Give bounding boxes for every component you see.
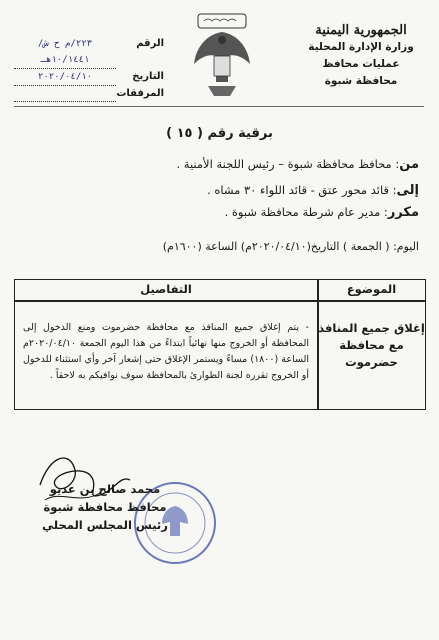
signatory-role: رئيس المجلس المحلي xyxy=(42,518,168,532)
reference-date-row xyxy=(14,69,164,86)
eagle-emblem-icon xyxy=(190,12,254,102)
from-text: : محافظ محافظة شبوة – رئيس اللجنة الأمنية . xyxy=(176,157,400,171)
cc-text: : مدير عام شرطة محافظة شبوة . xyxy=(224,205,388,219)
from-line xyxy=(14,155,419,174)
subject-column-header: الموضوع xyxy=(346,282,397,296)
to-label: إلى xyxy=(396,183,419,198)
details-table xyxy=(14,279,426,410)
reference-number-label: الرقم xyxy=(136,38,164,49)
letterhead xyxy=(301,22,421,90)
letterhead-ministry: وزارة الإدارة المحلية xyxy=(308,41,414,53)
reference-number-row xyxy=(14,36,164,69)
date-line: اليوم: ( الجمعة ) التاريخ(٢٠٢٠/٠٤/١٠م) الساعة (١٦٠٠م) xyxy=(162,240,419,253)
details-cell: - يتم إغلاق جميع المنافذ مع محافظة حضرموت ومنع الدخول إلى المحافظة أو الخروج منها نهائياً ابتداءً من هذا اليوم الجمعة ٢٠٢٠/٠٤/١٠م الساعة (١٨٠٠) مساءً ويستمر الإغلاق حتى إشعار آخر وأي استثناء للدخول أو الخروج تقرره لجنة الطوارئ بالمحافظة سوف نوافيكم به لاحقاً . xyxy=(23,322,309,381)
telegram-title: برقية رقم ( ١٥ ) xyxy=(166,126,273,141)
signature-block xyxy=(20,480,190,534)
from-label: من xyxy=(399,157,419,172)
reference-fields xyxy=(14,36,164,102)
table-header-divider xyxy=(15,300,425,302)
cc-line xyxy=(14,203,419,222)
signatory-title: محافظ محافظة شبوة xyxy=(43,500,167,514)
subject-cell: إغلاق جميع المنافذ مع محافظة حضرموت xyxy=(318,321,425,369)
to-line xyxy=(14,181,419,200)
reference-number-value: ٢٢٣/م ح ش/١٠/١٤٤١هـ xyxy=(14,36,116,69)
cc-label: مكرر xyxy=(387,205,419,220)
attachments-value xyxy=(14,86,116,102)
attachments-label: المرفقات xyxy=(116,88,164,99)
details-column-header: التفاصيل xyxy=(140,282,192,296)
reference-date-label: التاريخ xyxy=(132,71,164,82)
letterhead-country: الجمهورية اليمنية xyxy=(315,23,407,38)
letterhead-office: عمليات محافظ محافظة شبوة xyxy=(322,58,400,87)
attachments-row xyxy=(14,86,164,102)
signatory-name: محمد صالح بن عديو xyxy=(49,482,161,496)
to-text: : قائد محور عتق - قائد اللواء ٣٠ مشاه . xyxy=(207,183,397,197)
header-divider xyxy=(14,106,424,107)
reference-date-value: ٢٠٢٠/٠٤/١٠ xyxy=(14,69,116,86)
